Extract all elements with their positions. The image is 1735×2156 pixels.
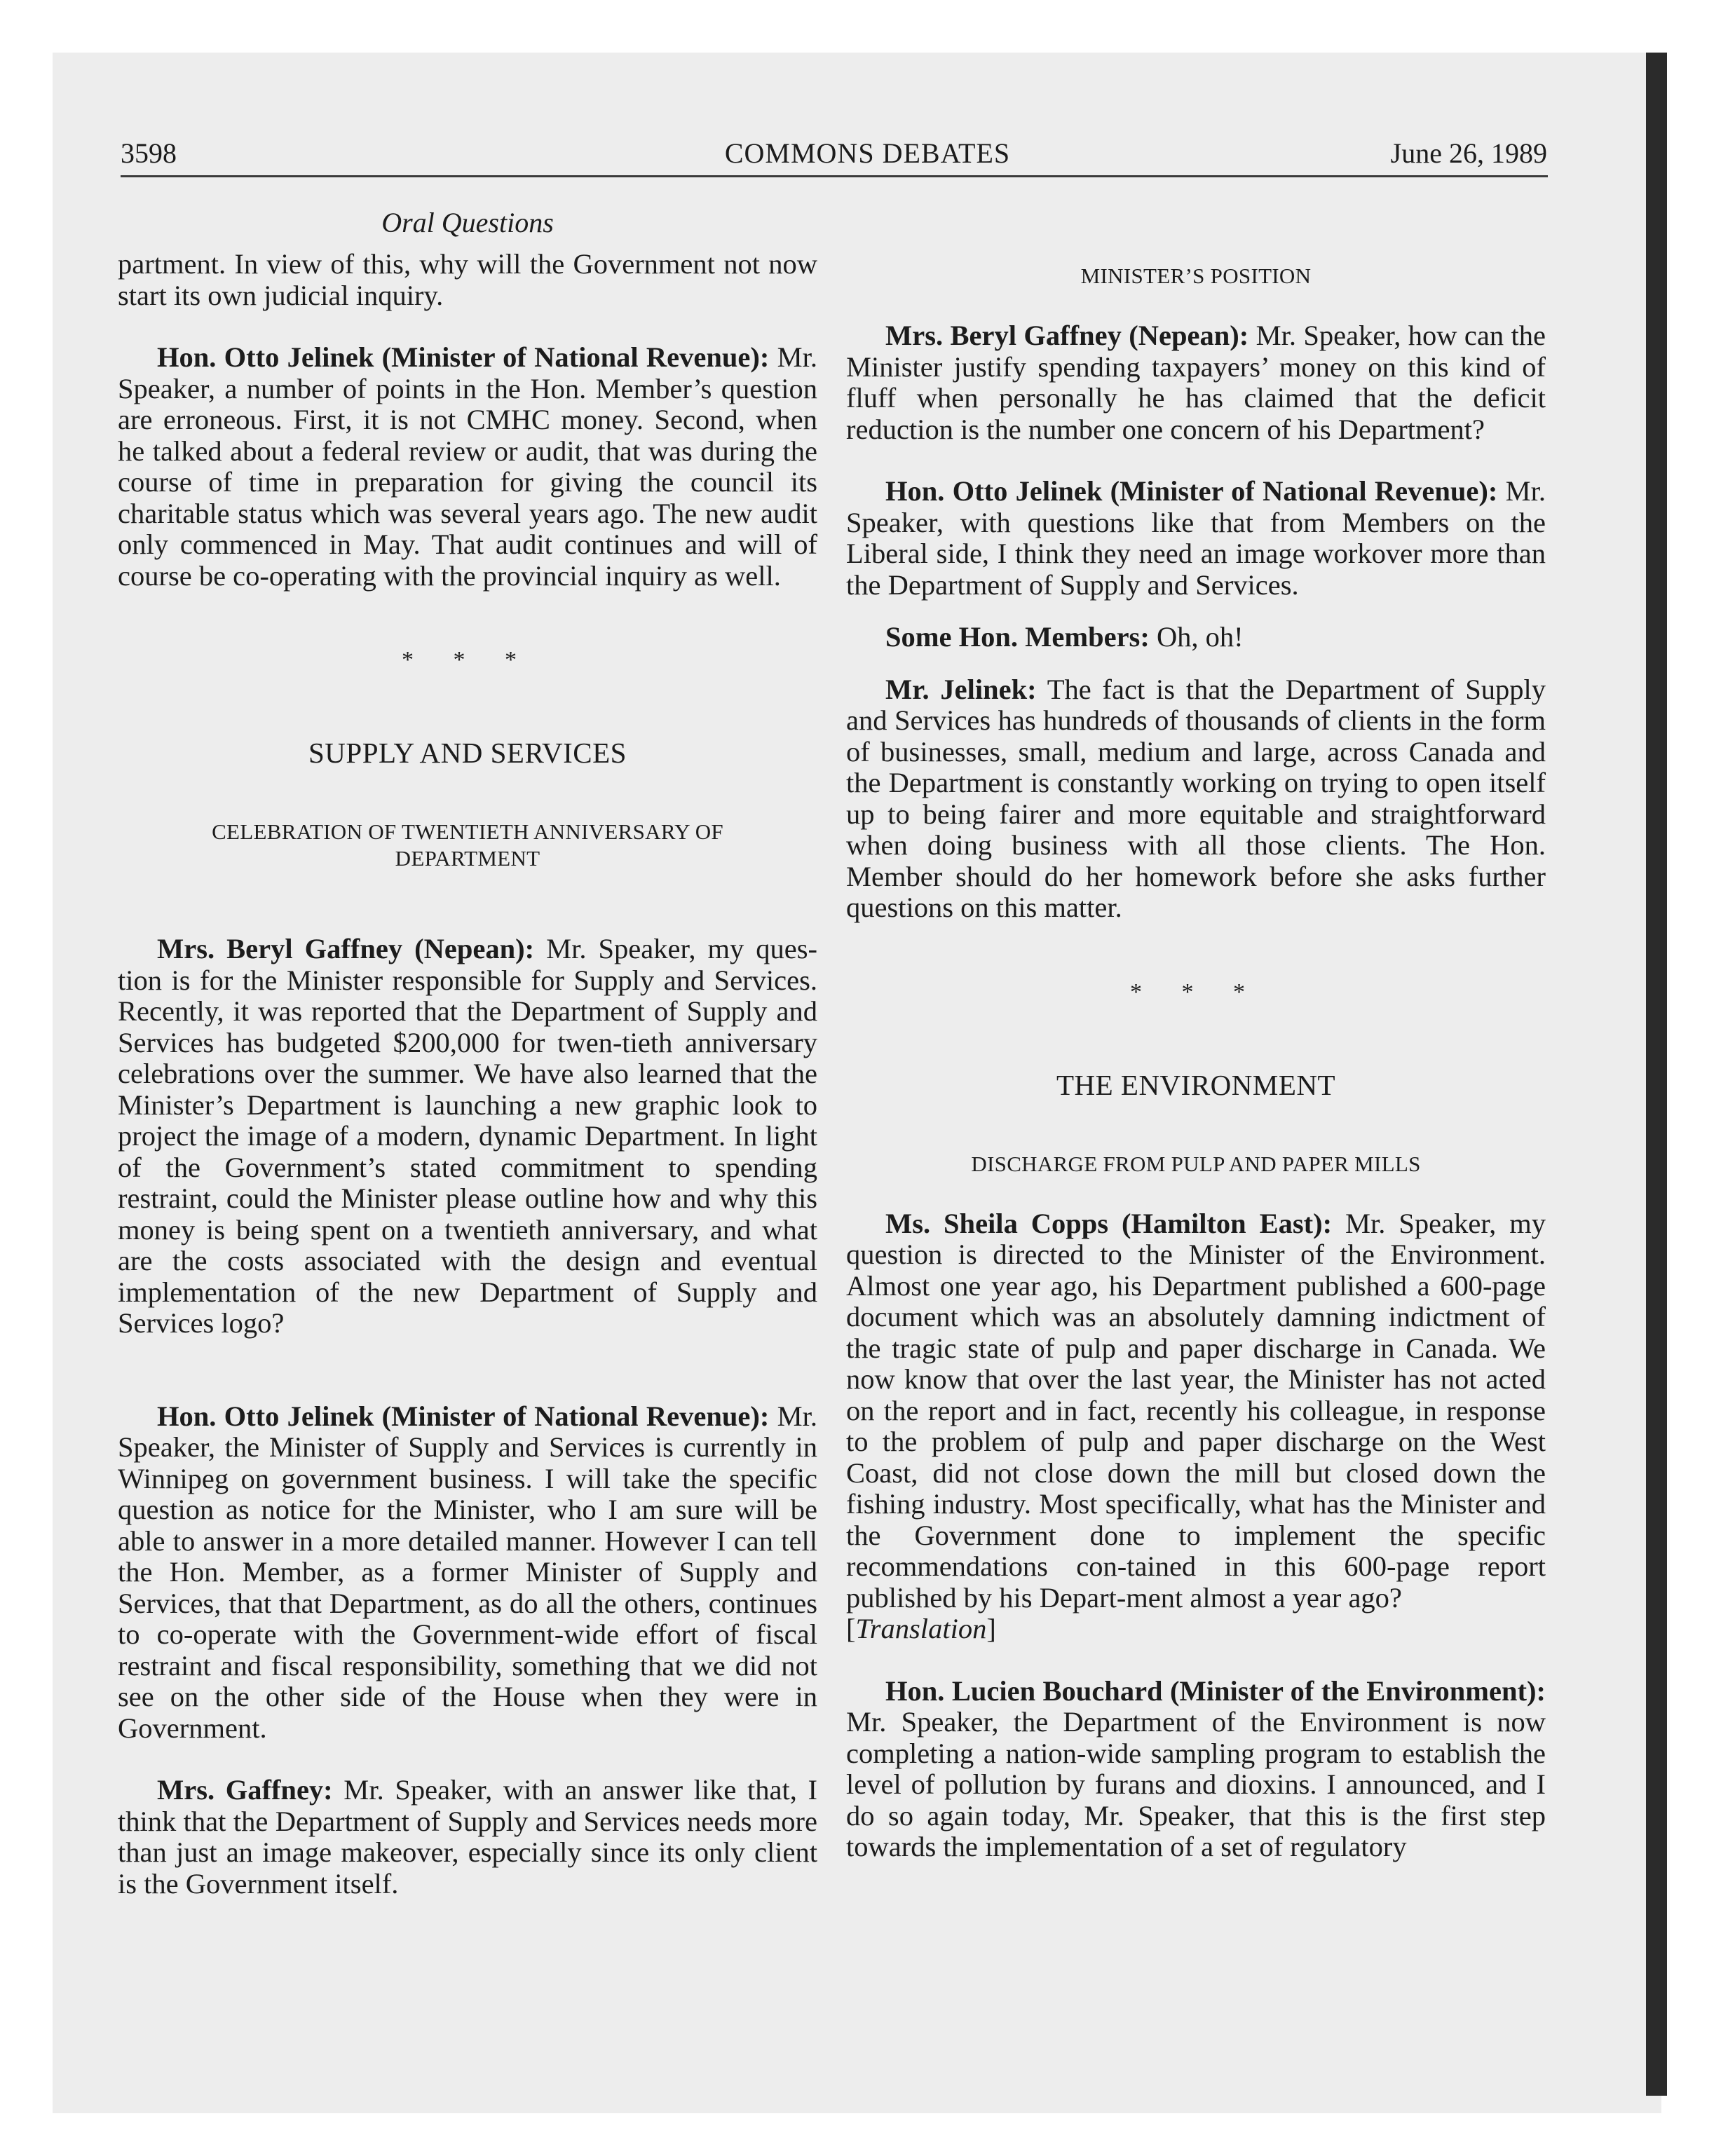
speech-paragraph [846,476,1546,601]
speaker-name: Hon. Lucien Bouchard (Minister of the Environment): [885,1674,1546,1707]
section-subheading: DISCHARGE FROM PULP AND PAPER MILLS [971,1151,1421,1176]
speaker-name: Mrs. Gaffney: [157,1774,333,1806]
translation-word: Translation [855,1613,987,1644]
header-rule [121,175,1548,177]
page-date: June 26, 1989 [1390,137,1547,169]
speech-paragraph [846,674,1546,924]
left-column [118,207,817,1899]
section-divider-stars: * * * [402,647,533,673]
right-column [846,207,1546,1863]
speaker-name: Ms. Sheila Copps (Hamilton East): [885,1207,1333,1239]
speech-text: The fact is that the Department of Supply and Services has hundreds of thousands of clients in the form of businesses, small, medium and large, across Canada and the Department is constantly working on trying to open itself up to being fairer and more equitable and straightforward when doing business with all those clients. The Hon. Member should do her homework before she asks further questions on this matter. [846,673,1546,923]
continued-paragraph: partment. In view of this, why will the Government not now start its own judicial inquiry. [118,248,817,311]
speech-text: Mr. Speaker, with questions like that from Members on the Liberal side, I think they need an image workover more than the Department of Supply and Services. [846,475,1546,601]
section-heading: THE ENVIRONMENT [1056,1068,1336,1101]
speech-paragraph [118,934,817,1339]
translation-note [846,1613,1546,1645]
section-subheading: MINISTER’S POSITION [1080,264,1312,288]
section-subheading: CELEBRATION OF TWENTIETH ANNIVERSARY OF DEPARTMENT [212,819,723,871]
page-number: 3598 [121,137,177,169]
speech-paragraph [846,1676,1546,1863]
section-heading: SUPPLY AND SERVICES [308,737,627,769]
speaker-name: Hon. Otto Jelinek (Minister of National Revenue): [157,341,770,373]
speech-text: Mr. Speaker, my question is directed to the Minister of the Environment. Almost one year ago, his Department published a 600-page document which was an absolutely damning indictment of the tragic state of pulp and paper discharge in Canada. We now know that over the last year, the Minister has not acted on the report and in fact, recently his colleague, in response to the problem of pulp and paper discharge on the West Coast, did not close down the mill but closed down the fishing industry. Most specifically, what has the Minister and the Government done to implement the specific recommendations con-tained in this 600-page report published by his Depart-ment almost a year ago? [846,1207,1546,1613]
speech-text: Mr. Speaker, my ques-tion is for the Minister responsible for Supply and Services. Recently, it was reported that the Department of Supply and Services has budgeted $200,000 for twen-tieth anniversary celebrations over the summer. We have also learned that the Minister’s Department is launching a new graphic look to project the image of a modern, dynamic Department. In light of the Government’s stated commitment to spending restraint, could the Minister please outline how and why this money is being spent on a twentieth anniversary, and what are the costs associated with the design and eventual implementation of the new Department of Supply and Services logo? [118,933,817,1339]
speech-text: Mr. Speaker, a number of points in the Hon. Member’s question are erroneous. First, it is not CMHC money. Second, when he talked about a federal review or audit, that was during the course of time in preparation for giving the council its charitable status which was several years ago. The new audit only commenced in May. That audit continues and will of course be co-operating with the provincial inquiry as well. [118,341,817,592]
speaker-name: Mrs. Beryl Gaffney (Nepean): [157,933,535,964]
section-divider-stars: * * * [1130,978,1262,1005]
speech-text: Mr. Speaker, the Minister of Supply and Services is currently in Winnipeg on government business. I will take the specific question as notice for the Minister, who I am sure will be able to answer in a more detailed manner. However I can tell the Hon. Member, as a former Minister of Supply and Services, that that Department, as do all the others, continues to co-operate with the Government-wide effort of fiscal restraint and fiscal responsibility, something that we did not see on the other side of the House when they were in Government. [118,1400,817,1744]
bracket-close: ] [986,1613,996,1644]
section-label: Oral Questions [381,207,554,238]
speaker-name: Mrs. Beryl Gaffney (Nepean): [885,320,1249,351]
speech-text: Oh, oh! [1149,621,1244,653]
speaker-name: Some Hon. Members: [885,621,1150,653]
speaker-name: Hon. Otto Jelinek (Minister of National Revenue): [885,475,1498,507]
speech-paragraph [846,320,1546,445]
speaker-name: Mr. Jelinek: [885,673,1037,705]
binding-edge-bar [1646,53,1667,2096]
speech-paragraph [118,1401,817,1745]
speech-paragraph [118,1775,817,1899]
speech-paragraph [118,342,817,592]
speaker-name: Hon. Otto Jelinek (Minister of National Revenue): [157,1400,770,1432]
speech-paragraph [846,1208,1546,1614]
bracket-open: [ [846,1613,856,1644]
speech-text: Mr. Speaker, the Department of the Environment is now completing a nation-wide sampling program to establish the level of pollution by furans and dioxins. I announced, and I do so again today, Mr. Speaker, that this is the first step towards the implementation of a set of regulatory [846,1706,1546,1862]
speech-text: Mr. Speaker, with an answer like that, I think that the Department of Supply and Services needs more than just an image makeover, especially since its only client is the Government itself. [118,1774,818,1899]
running-head-title: COMMONS DEBATES [724,137,1011,169]
speech-paragraph [846,622,1546,653]
speech-text: Mr. Speaker, how can the Minister justify spending taxpayers’ money on this kind of fluff when personally he has claimed that the deficit reduction is the number one concern of his Department? [846,320,1546,445]
